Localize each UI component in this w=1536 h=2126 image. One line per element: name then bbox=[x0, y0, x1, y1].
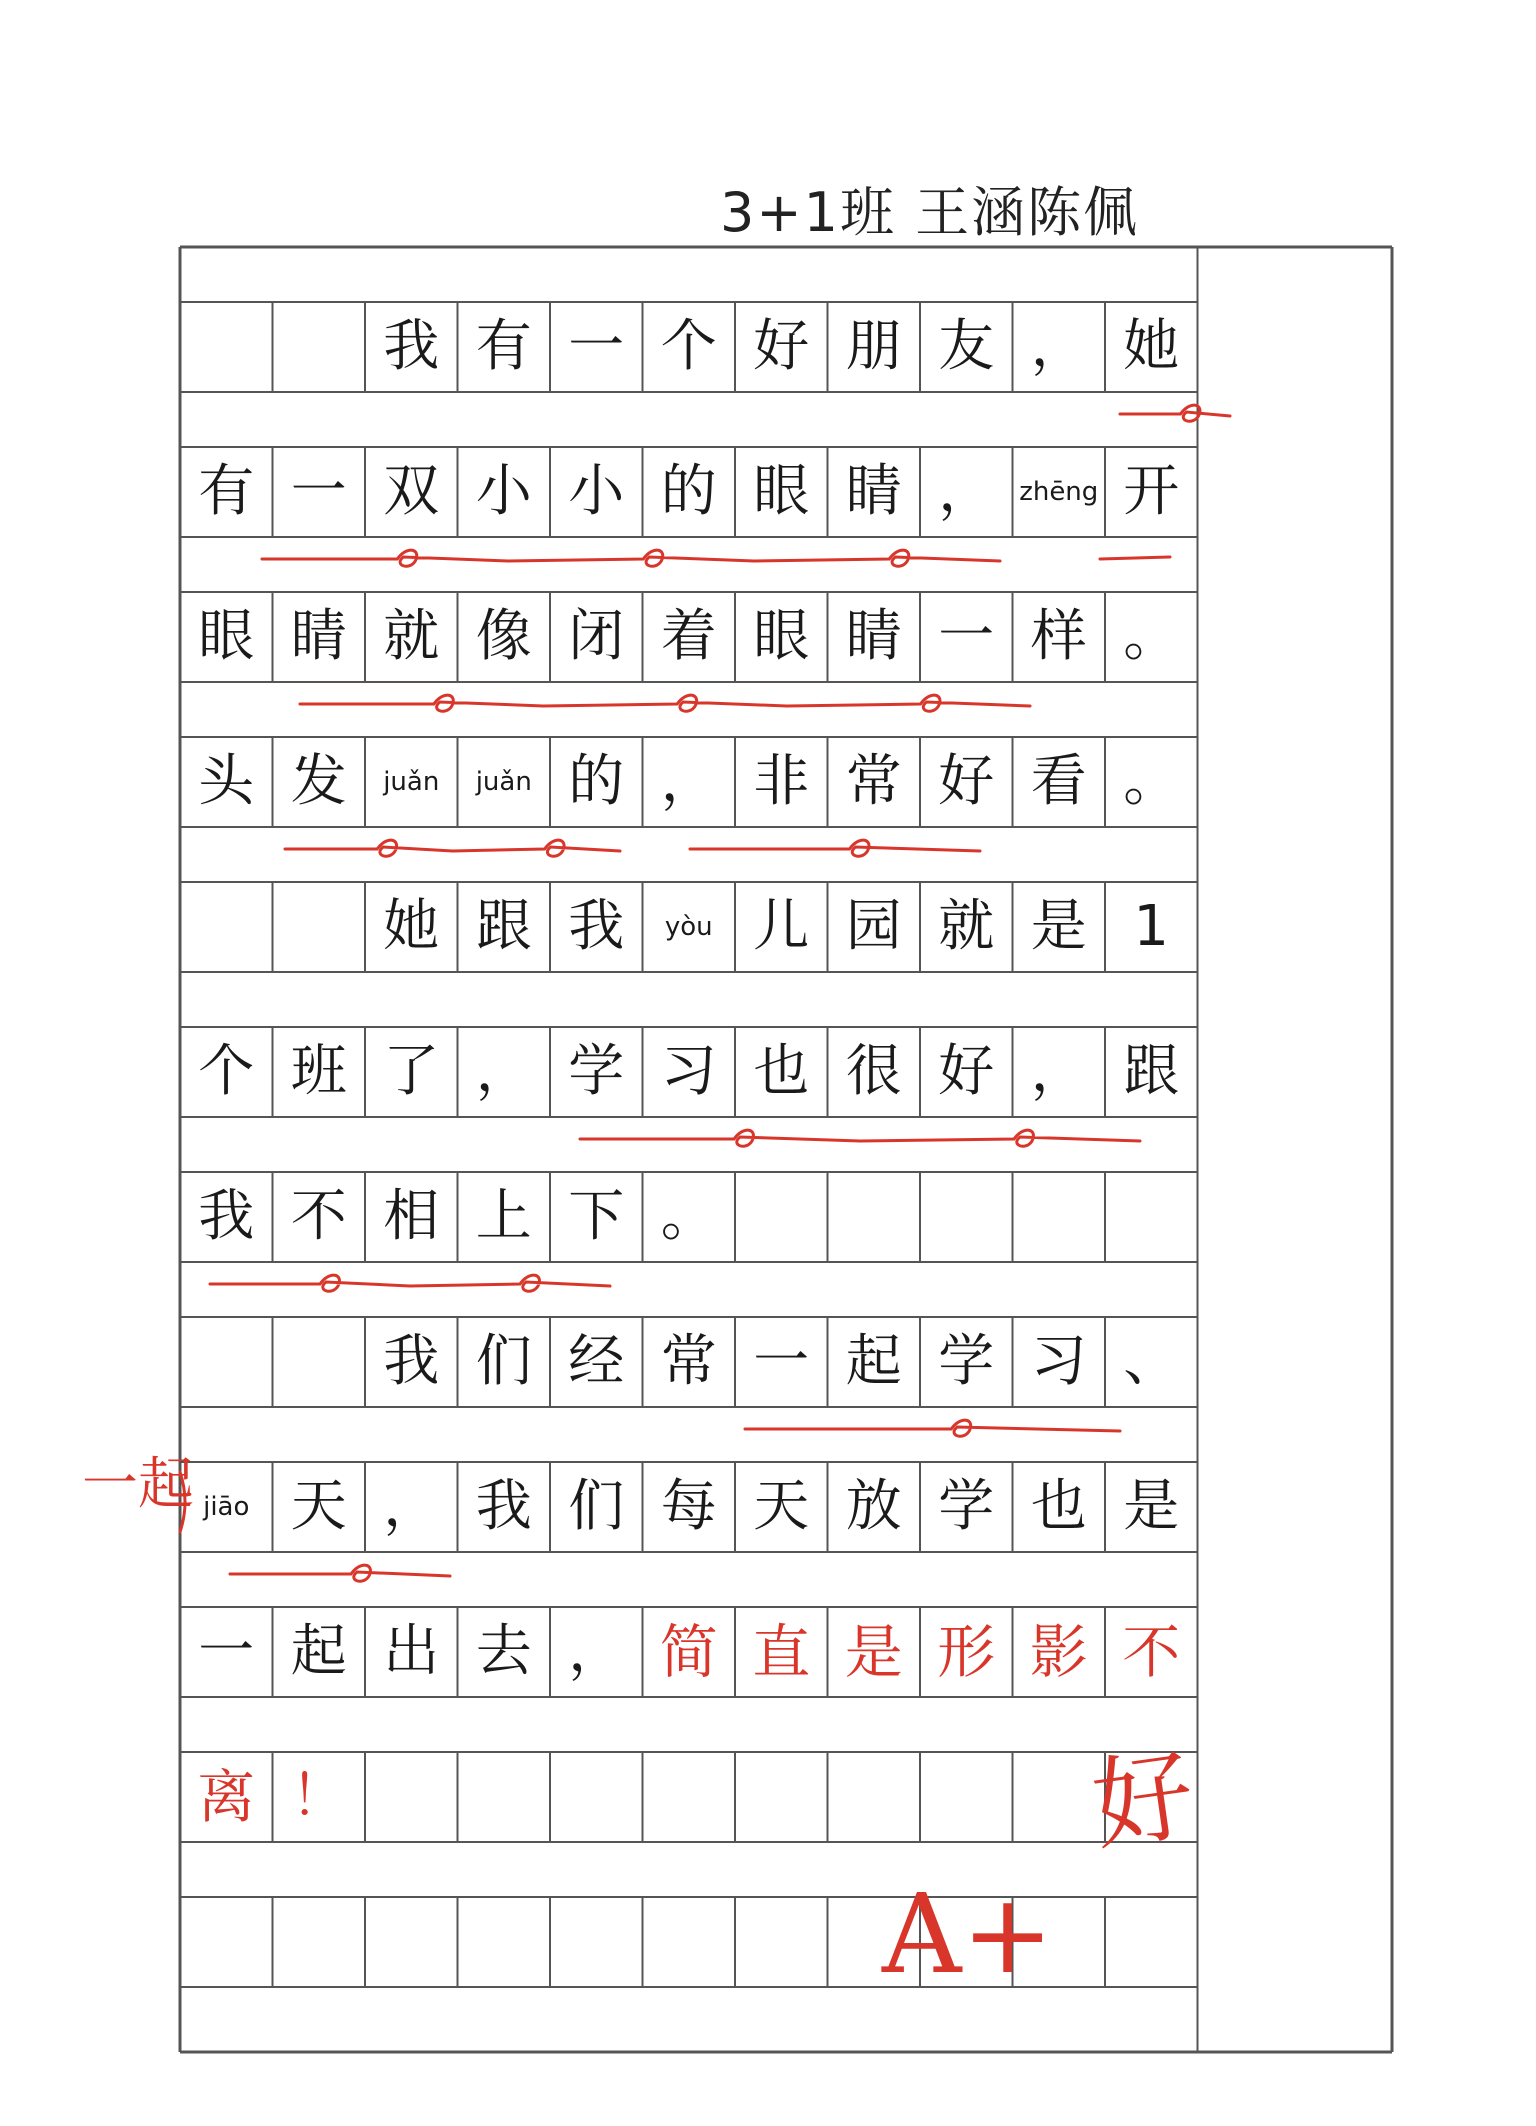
red-underline-mark bbox=[285, 840, 620, 856]
grid-cell-text: 个 bbox=[198, 1039, 255, 1104]
grid-cell-text: 朋 bbox=[845, 314, 902, 379]
grid-cell-text: yòu bbox=[664, 912, 713, 942]
grid-cell-text: 起 bbox=[290, 1619, 347, 1684]
grid-cell-text: 学 bbox=[938, 1474, 995, 1539]
grid-cell-text: 、 bbox=[1123, 1329, 1180, 1394]
grid-cell-text: 们 bbox=[475, 1329, 532, 1394]
red-underline-mark bbox=[262, 550, 1000, 566]
grid-cell-text: 好 bbox=[938, 749, 995, 814]
grid-cell-text: 起 bbox=[845, 1329, 902, 1394]
red-underline-mark bbox=[745, 1420, 1120, 1436]
grid-cell-text: ， bbox=[1030, 1039, 1087, 1104]
grid-cell-text: 不 bbox=[290, 1184, 347, 1249]
student-name-header: 3+1班 王涵陈佩 bbox=[720, 181, 1140, 244]
grid-cell-text: 班 bbox=[290, 1039, 347, 1104]
grid-cell-text: 有 bbox=[198, 459, 255, 524]
grid-cell-text: 园 bbox=[845, 894, 902, 959]
grid-cell-text: 睛 bbox=[845, 459, 902, 524]
red-underline-mark bbox=[210, 1275, 610, 1291]
grid-cell-text: 开 bbox=[1123, 459, 1180, 524]
grid-cell-text: ， bbox=[568, 1619, 625, 1684]
grade-mark: A+ bbox=[882, 1870, 1054, 1998]
grid-cell-text: ， bbox=[938, 459, 995, 524]
grid-cell-text: 放 bbox=[845, 1474, 902, 1539]
grid-cell-text: 我 bbox=[383, 314, 440, 379]
red-underline-mark bbox=[580, 1130, 1140, 1146]
grid-cell-text: 1 bbox=[1133, 894, 1170, 959]
grid-cell-text: 学 bbox=[938, 1329, 995, 1394]
grid-cell-text: 闭 bbox=[568, 604, 625, 669]
grid-cell-text: 的 bbox=[568, 749, 625, 814]
grid-cell-text: 形 bbox=[937, 1618, 996, 1686]
grid-cell-text: 友 bbox=[938, 314, 995, 379]
grid-cell-text: 睛 bbox=[290, 604, 347, 669]
grid-cell-text: 我 bbox=[383, 1329, 440, 1394]
grid-cell-text: 出 bbox=[383, 1619, 440, 1684]
red-underline-mark bbox=[300, 695, 1030, 711]
red-underline-mark bbox=[1100, 557, 1170, 559]
grid-cell-text: 儿 bbox=[753, 894, 810, 959]
grid-cell-text: ， bbox=[660, 749, 717, 814]
grid-cell-text: 常 bbox=[660, 1329, 717, 1394]
teacher-comment: 好 bbox=[1085, 1735, 1201, 1866]
grid-cell-text: 天 bbox=[753, 1474, 810, 1539]
grid-cell-text: 天 bbox=[290, 1474, 347, 1539]
red-underline-mark bbox=[690, 840, 980, 856]
grid-cell-text: 好 bbox=[753, 314, 810, 379]
grid-cell-text: 经 bbox=[568, 1329, 625, 1394]
grid-cell-text: jiāo bbox=[203, 1492, 250, 1522]
grid-cell-text: 样 bbox=[1030, 604, 1087, 669]
grid-cell-text: 睛 bbox=[845, 604, 902, 669]
grid-cell-text: 我 bbox=[568, 894, 625, 959]
grid-cell-text: 我 bbox=[198, 1184, 255, 1249]
red-underline-mark bbox=[1120, 405, 1230, 421]
grid-cell-text: 看 bbox=[1030, 749, 1087, 814]
grid-cell-text: 头 bbox=[198, 749, 255, 814]
grid-cell-text: 也 bbox=[753, 1039, 810, 1104]
grid-cell-text: 跟 bbox=[475, 894, 532, 959]
grid-cell-text: 常 bbox=[845, 749, 902, 814]
grid-cell-text: 上 bbox=[475, 1184, 532, 1249]
grid-cell-text: 是 bbox=[844, 1618, 903, 1686]
grid-cell-text: 是 bbox=[1123, 1474, 1180, 1539]
grid-cell-text: juǎn bbox=[475, 767, 532, 797]
grid-cell-text: 有 bbox=[475, 314, 532, 379]
grid-cell-text: 学 bbox=[568, 1039, 625, 1104]
grid-cell-text: 非 bbox=[753, 749, 810, 814]
grid-cell-text: 不 bbox=[1122, 1618, 1181, 1686]
grid-cell-text: 去 bbox=[475, 1619, 532, 1684]
grid-cell-text: 双 bbox=[383, 459, 440, 524]
red-underline-mark bbox=[230, 1565, 450, 1581]
margin-insert-note: 一起 bbox=[82, 1452, 194, 1517]
grid-cell-text: 相 bbox=[383, 1184, 440, 1249]
grid-cell-text: 她 bbox=[1123, 314, 1180, 379]
grid-cell-text: 眼 bbox=[753, 459, 810, 524]
grid-cell-text: 一 bbox=[198, 1619, 255, 1684]
grid-cell-text: 好 bbox=[938, 1039, 995, 1104]
grid-cell-text: 。 bbox=[660, 1184, 717, 1249]
grid-cell-text: 也 bbox=[1030, 1474, 1087, 1539]
grid-cell-text: 是 bbox=[1030, 894, 1087, 959]
grid-cell-text: 简 bbox=[659, 1618, 718, 1686]
grid-cell-text: 很 bbox=[845, 1039, 902, 1104]
grid-cell-text: 小 bbox=[475, 459, 532, 524]
grid-cell-text: 小 bbox=[568, 459, 625, 524]
grid-cell-text: 一 bbox=[290, 459, 347, 524]
grid-cell-text: 们 bbox=[568, 1474, 625, 1539]
grid-cell-text: 她 bbox=[383, 894, 440, 959]
grid-cell-text: 。 bbox=[1123, 604, 1180, 669]
grid-cell-text: 一 bbox=[938, 604, 995, 669]
grid-cell-text: 离 bbox=[197, 1763, 256, 1831]
grid-cell-text: 发 bbox=[290, 749, 347, 814]
grid-cell-text: 每 bbox=[660, 1474, 717, 1539]
grid-cell-text: ， bbox=[1030, 314, 1087, 379]
grid-cell-text: 习 bbox=[660, 1039, 717, 1104]
grid-cell-text: 跟 bbox=[1123, 1039, 1180, 1104]
grid-cell-text: 就 bbox=[938, 894, 995, 959]
grid-cell-text: ， bbox=[475, 1039, 532, 1104]
grid-cell-text: 一 bbox=[568, 314, 625, 379]
grid-cell-text: 习 bbox=[1030, 1329, 1087, 1394]
grid-cell-text: zhēng bbox=[1019, 477, 1099, 507]
grid-cell-text: 我 bbox=[475, 1474, 532, 1539]
grid-cell-text: 就 bbox=[383, 604, 440, 669]
grid-cell-text: 影 bbox=[1029, 1618, 1088, 1686]
grid-cell-text: 。 bbox=[1123, 749, 1180, 814]
grid-cell-text: 一 bbox=[753, 1329, 810, 1394]
grid-cell-text: ， bbox=[383, 1474, 440, 1539]
grid-cell-text: 了 bbox=[383, 1039, 440, 1104]
grid-cell-text: 的 bbox=[660, 459, 717, 524]
grid-cell-text: 着 bbox=[660, 604, 717, 669]
grid-cell-text: 个 bbox=[660, 314, 717, 379]
grid-cell-text: juǎn bbox=[383, 767, 440, 797]
grid-cell-text: 眼 bbox=[198, 604, 255, 669]
grid-cell-text: ！ bbox=[290, 1764, 347, 1829]
grid-cell-text: 直 bbox=[752, 1618, 811, 1686]
grid-cell-text: 像 bbox=[475, 604, 532, 669]
grid-cell-text: 下 bbox=[568, 1184, 625, 1249]
grid-cell-text: 眼 bbox=[753, 604, 810, 669]
